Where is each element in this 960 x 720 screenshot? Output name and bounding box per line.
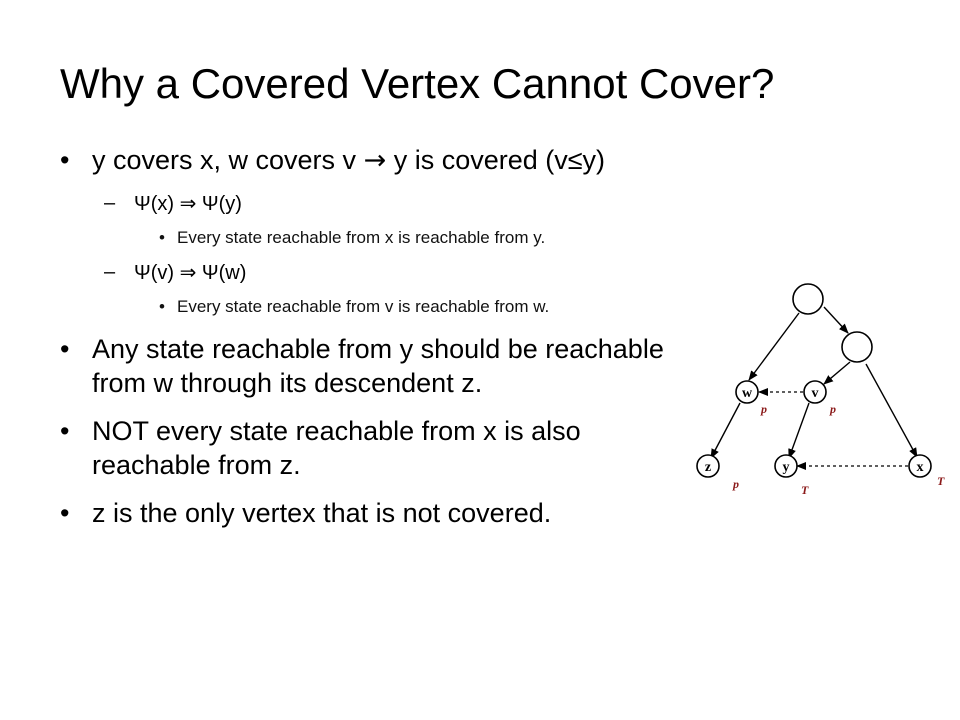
sub-sub-bullet-v-reachable [60,296,680,318]
root-node [793,284,823,314]
bullet-text: Any state reachable from y should be reachable from w through its descendent z. [92,334,664,398]
inner-node [842,332,872,362]
sub-sub-bullet-x-reachable [60,227,680,249]
double-arrow-icon: ⇒ [179,191,197,215]
sub-bullet-psi-v [60,259,680,286]
bullet-y-covers-x [60,143,680,178]
bullet-marker: • [60,498,70,528]
bullet-text-pre: y covers x, w covers v [92,145,364,175]
bullet-z-only [60,496,680,530]
bullet-text: NOT every state reachable from x is also reachable from z. [92,416,581,480]
edge-right-to-x [866,364,917,457]
sub-bullet-text-post: Ψ(w) [196,262,247,284]
node-label-v: v [811,386,819,401]
edge-root-to-w [749,313,799,380]
bullet-list [60,143,680,530]
tree-nodes [697,284,931,477]
node-label-y: y [782,460,790,475]
node-label-x: x [916,460,924,475]
annotation-t-x: T [937,474,945,488]
dash-marker: – [104,261,116,283]
bullet-text: z is the only vertex that is not covered. [92,498,552,528]
edge-right-to-v [824,362,850,384]
node-label-z: z [704,460,712,475]
bullet-marker: • [60,334,70,364]
sub-bullet-text-pre: Ψ(x) [134,193,180,215]
bullet-not-every-state [60,414,680,482]
edge-w-to-z [711,403,740,458]
double-arrow-icon: ⇒ [179,260,197,284]
arrow-icon: → [363,145,387,176]
dash-marker: – [104,192,116,214]
bullet-marker: • [60,145,70,175]
bullet-marker: • [159,228,165,247]
edge-root-to-right [824,307,848,333]
annotation-t-y: T [801,483,809,497]
bullet-any-state [60,332,680,400]
sub-bullet-text-post: Ψ(y) [196,193,242,215]
annotation-p-v: p [830,402,836,416]
tree-diagram [680,270,960,510]
sub-bullet-text-pre: Ψ(v) [134,262,180,284]
sub-sub-bullet-text: Every state reachable from x is reachable from y. [177,228,546,247]
bullet-marker: • [60,416,70,446]
annotation-p-w: p [761,402,767,416]
edge-v-to-y [789,403,809,458]
slide-title: Why a Covered Vertex Cannot Cover? [60,60,775,107]
annotation-p-z: p [733,477,739,491]
sub-sub-bullet-text: Every state reachable from v is reachable from w. [177,297,550,316]
bullet-marker: • [159,297,165,316]
node-label-w: w [741,386,753,401]
sub-bullet-psi-x [60,190,680,217]
bullet-text-post: y is covered (v≤y) [386,145,606,175]
